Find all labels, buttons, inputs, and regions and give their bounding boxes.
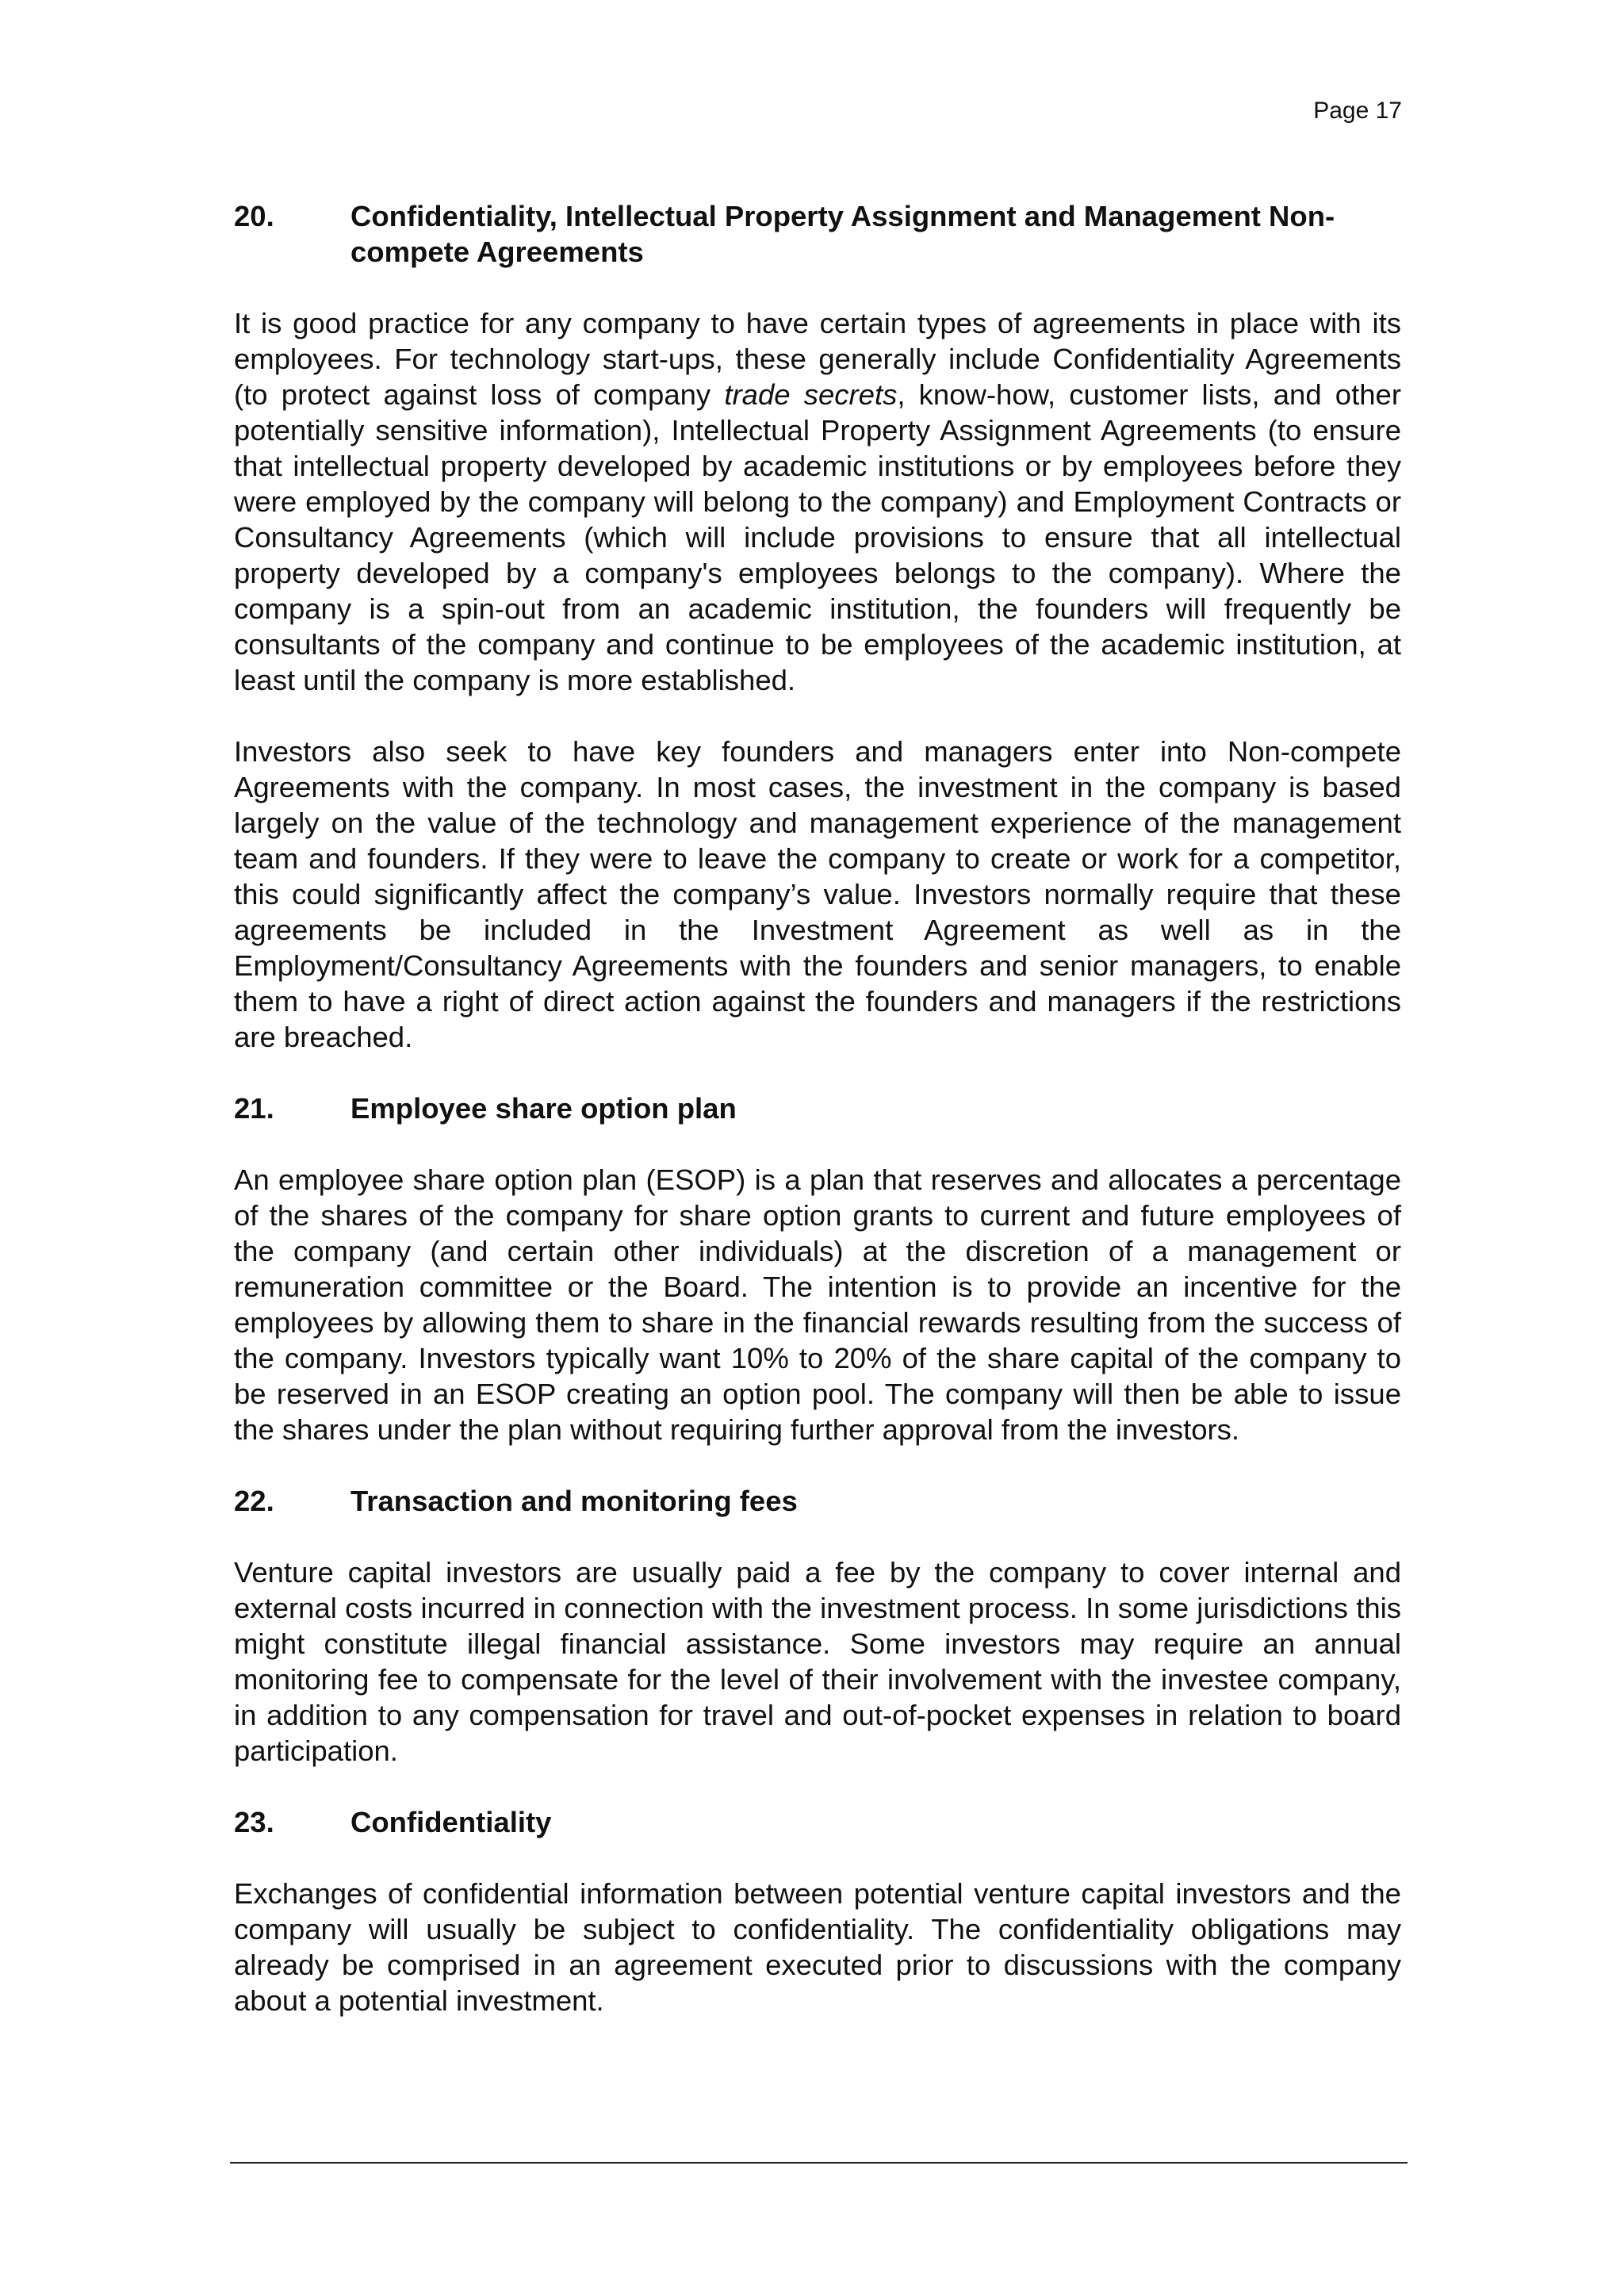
paragraph bbox=[234, 305, 1401, 698]
footer-divider bbox=[230, 2162, 1408, 2164]
emphasized-text: trade secrets bbox=[724, 378, 898, 411]
page-content bbox=[234, 198, 1401, 2054]
paragraph-text: , know-how, customer lists, and other potentially sensitive information), Intellectual Property Assignment Agreements (to ensure that intellectual property developed by academic institutions or by employees before they were employed by the company will belong to the company) and Employment Contracts or Consultancy Agreements (which will include provisions to ensure that all intellectual property developed by a company's employees belongs to the company). Where the company is a spin-out from an academic institution, the founders will frequently be consultants of the company and continue to be employees of the academic institution, at least until the company is more established. bbox=[234, 378, 1401, 696]
section-22 bbox=[234, 1483, 1401, 1769]
section-title: Transaction and monitoring fees bbox=[350, 1485, 798, 1517]
section-number: 23. bbox=[234, 1806, 274, 1838]
section-title: Employee share option plan bbox=[350, 1092, 737, 1125]
paragraph: An employee share option plan (ESOP) is a plan that reserves and allocates a percentage of the shares of the company for share option grants to current and future employees of the company (and certain other individuals) at the discretion of a management or remuneration committee or the Board. The intention is to provide an incentive for the employees by allowing them to share in the financial rewards resulting from the success of the company. Investors typically want 10% to 20% of the share capital of the company to be reserved in an ESOP creating an option pool. The company will then be able to issue the shares under the plan without requiring further approval from the investors. bbox=[234, 1163, 1401, 1446]
section-number: 21. bbox=[234, 1092, 274, 1125]
section-21 bbox=[234, 1091, 1401, 1447]
section-heading bbox=[234, 1091, 1401, 1126]
paragraph-text: It is good practice for any company to have certain types of agreements in place with its employees. For technology start-ups, these generally include Confidentiality Agreements (to protect against loss of company bbox=[234, 307, 1401, 411]
page-number: Page 17 bbox=[1313, 98, 1402, 124]
section-heading bbox=[234, 1804, 1401, 1840]
section-title: Confidentiality, Intellectual Property Assignment and Management Non-compete Agreements bbox=[350, 200, 1335, 268]
section-20 bbox=[234, 198, 1401, 1055]
section-23 bbox=[234, 1804, 1401, 2018]
paragraph: Venture capital investors are usually paid a fee by the company to cover internal and external costs incurred in connection with the investment process. In some jurisdictions this might constitute illegal financial assistance. Some investors may require an annual monitoring fee to compensate for the level of their involvement with the investee company, in addition to any compensation for travel and out-of-pocket expenses in relation to board participation. bbox=[234, 1556, 1401, 1767]
section-number: 22. bbox=[234, 1485, 274, 1517]
section-number: 20. bbox=[234, 200, 274, 232]
section-title: Confidentiality bbox=[350, 1806, 552, 1838]
paragraph: Investors also seek to have key founders and managers enter into Non-compete Agreements with the company. In most cases, the investment in the company is based largely on the value of the technology and management experience of the management team and founders. If they were to leave the company to create or work for a competitor, this could significantly affect the company’s value. Investors normally require that these agreements be included in the Investment Agreement as well as in the Employment/Consultancy Agreements with the founders and senior managers, to enable them to have a right of direct action against the founders and managers if the restrictions are breached. bbox=[234, 735, 1401, 1053]
section-heading bbox=[234, 198, 1401, 270]
section-heading bbox=[234, 1483, 1401, 1519]
paragraph: Exchanges of confidential information between potential venture capital investors and the company will usually be subject to confidentiality. The confidentiality obligations may already be comprised in an agreement executed prior to discussions with the company about a potential investment. bbox=[234, 1877, 1401, 2017]
